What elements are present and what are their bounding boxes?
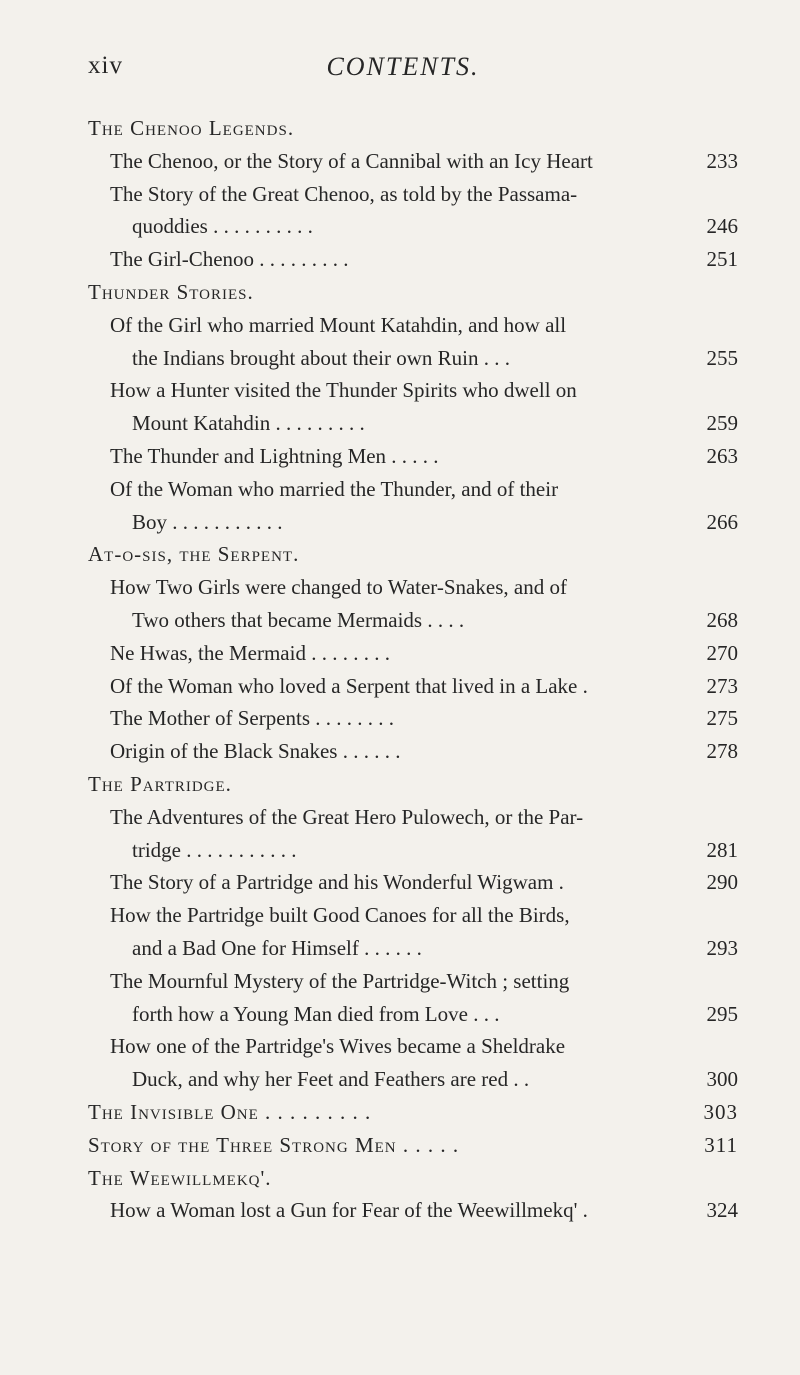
toc-entry-title: tridge . . . . . . . . . . .: [132, 837, 297, 862]
page-number: xiv: [88, 52, 123, 79]
toc-entry-title: How a Hunter visited the Thunder Spirits who dwell on: [110, 378, 577, 403]
toc-entry: [88, 342, 738, 375]
toc-entry-title: The Chenoo, or the Story of a Cannibal with an Icy Heart: [110, 148, 593, 173]
toc-entry: [88, 735, 738, 768]
toc-entry-title: forth how a Young Man died from Love . . .: [132, 1001, 500, 1026]
toc-entry-title: and a Bad One for Himself . . . . . .: [132, 935, 422, 960]
toc-entry-title: The Weewillmekq'.: [88, 1165, 272, 1190]
toc-entry-title: How a Woman lost a Gun for Fear of the Weewillmekq' .: [110, 1198, 588, 1223]
toc-page-number: 259: [706, 411, 738, 436]
toc-entry-title: The Chenoo Legends.: [88, 116, 295, 140]
toc-entry-title: How one of the Partridge's Wives became a Sheldrake: [110, 1034, 566, 1059]
toc-entry-title: Ne Hwas, the Mermaid . . . . . . . .: [110, 640, 390, 665]
running-title: CONTENTS.: [326, 52, 480, 81]
toc-entry: [88, 407, 738, 440]
toc-entry: [88, 834, 738, 867]
toc-section-heading: [88, 1096, 738, 1129]
toc-page-number: 255: [706, 345, 738, 370]
toc-page-number: 290: [706, 870, 738, 895]
toc-entry-title: The Adventures of the Great Hero Pulowech, or the Par-: [110, 804, 584, 829]
toc-entry-title: Of the Woman who married the Thunder, and of their: [110, 476, 559, 501]
toc-entry-title: Two others that became Mermaids . . . .: [132, 607, 465, 632]
toc-page-number: 246: [706, 214, 738, 239]
page-header: [88, 52, 718, 92]
toc-page-number: 251: [706, 247, 738, 272]
toc-entry-title: How the Partridge built Good Canoes for all the Birds,: [110, 903, 570, 928]
toc-page-number: 273: [706, 673, 738, 698]
toc-page-number: 233: [706, 148, 738, 173]
table-of-contents: [88, 112, 738, 1227]
toc-section-heading: [88, 276, 738, 309]
toc-page-number: 293: [706, 935, 738, 960]
toc-entry-title: The Mournful Mystery of the Partridge-Witch ; setting: [110, 968, 570, 993]
toc-entry: [88, 899, 738, 932]
toc-entry-title: The Girl-Chenoo . . . . . . . . .: [110, 247, 349, 272]
toc-page-number: 270: [706, 640, 738, 665]
toc-entry: [88, 604, 738, 637]
toc-entry: [88, 637, 738, 670]
toc-entry-title: The Partridge.: [88, 771, 232, 796]
toc-entry: [88, 1030, 738, 1063]
toc-section-heading: [88, 1129, 738, 1162]
toc-entry: [88, 571, 738, 604]
toc-entry: [88, 473, 738, 506]
toc-section-heading: [88, 1162, 738, 1195]
toc-entry: [88, 178, 738, 211]
toc-entry: [88, 1063, 738, 1096]
toc-entry: [88, 998, 738, 1031]
toc-page-number: 263: [706, 443, 738, 468]
toc-entry: [88, 801, 738, 834]
toc-entry-title: the Indians brought about their own Ruin . . .: [132, 345, 510, 370]
toc-entry: [88, 965, 738, 998]
toc-entry-title: quoddies . . . . . . . . . .: [132, 214, 313, 239]
toc-entry: [88, 506, 738, 539]
toc-page-number: 281: [706, 837, 738, 862]
toc-page-number: 268: [706, 607, 738, 632]
toc-entry-title: Duck, and why her Feet and Feathers are red . .: [132, 1067, 530, 1092]
toc-page-number: 275: [706, 706, 738, 731]
toc-section-heading: [88, 112, 738, 145]
toc-page-number: 266: [706, 509, 738, 534]
toc-entry-title: The Mother of Serpents . . . . . . . .: [110, 706, 395, 731]
toc-entry-title: The Story of the Great Chenoo, as told by the Passama-: [110, 181, 578, 206]
toc-entry-title: The Invisible One . . . . . . . . .: [88, 1099, 372, 1124]
toc-entry: [88, 932, 738, 965]
toc-entry: [88, 309, 738, 342]
toc-entry-title: Of the Woman who loved a Serpent that lived in a Lake .: [110, 673, 588, 698]
toc-entry-title: Story of the Three Strong Men . . . . .: [88, 1132, 460, 1157]
toc-page-number: 278: [706, 739, 738, 764]
toc-page-number: 324: [706, 1198, 738, 1223]
toc-entry-title: Of the Girl who married Mount Katahdin, and how all: [110, 312, 567, 337]
toc-entry-title: The Story of a Partridge and his Wonderful Wigwam .: [110, 870, 564, 895]
toc-page-number: 311: [704, 1132, 738, 1157]
toc-entry: [88, 374, 738, 407]
toc-section-heading: [88, 538, 738, 571]
toc-entry: [88, 702, 738, 735]
toc-entry: [88, 440, 738, 473]
toc-entry-title: Thunder Stories.: [88, 279, 254, 304]
toc-entry: [88, 670, 738, 703]
toc-entry-title: Origin of the Black Snakes . . . . . .: [110, 739, 401, 764]
toc-page-number: 295: [706, 1001, 738, 1026]
toc-entry: [88, 210, 738, 243]
toc-entry-title: Mount Katahdin . . . . . . . . .: [132, 411, 365, 436]
toc-entry: [88, 866, 738, 899]
toc-entry: [88, 243, 738, 276]
toc-entry-title: How Two Girls were changed to Water-Snakes, and of: [110, 575, 567, 600]
toc-page-number: 303: [703, 1099, 738, 1124]
toc-page-number: 300: [706, 1067, 738, 1092]
toc-entry: [88, 145, 738, 178]
toc-entry: [88, 1194, 738, 1227]
toc-entry-title: At-o-sis, the Serpent.: [88, 542, 300, 567]
toc-entry-title: The Thunder and Lightning Men . . . . .: [110, 443, 439, 468]
toc-entry-title: Boy . . . . . . . . . . .: [132, 509, 283, 534]
toc-section-heading: [88, 768, 738, 801]
